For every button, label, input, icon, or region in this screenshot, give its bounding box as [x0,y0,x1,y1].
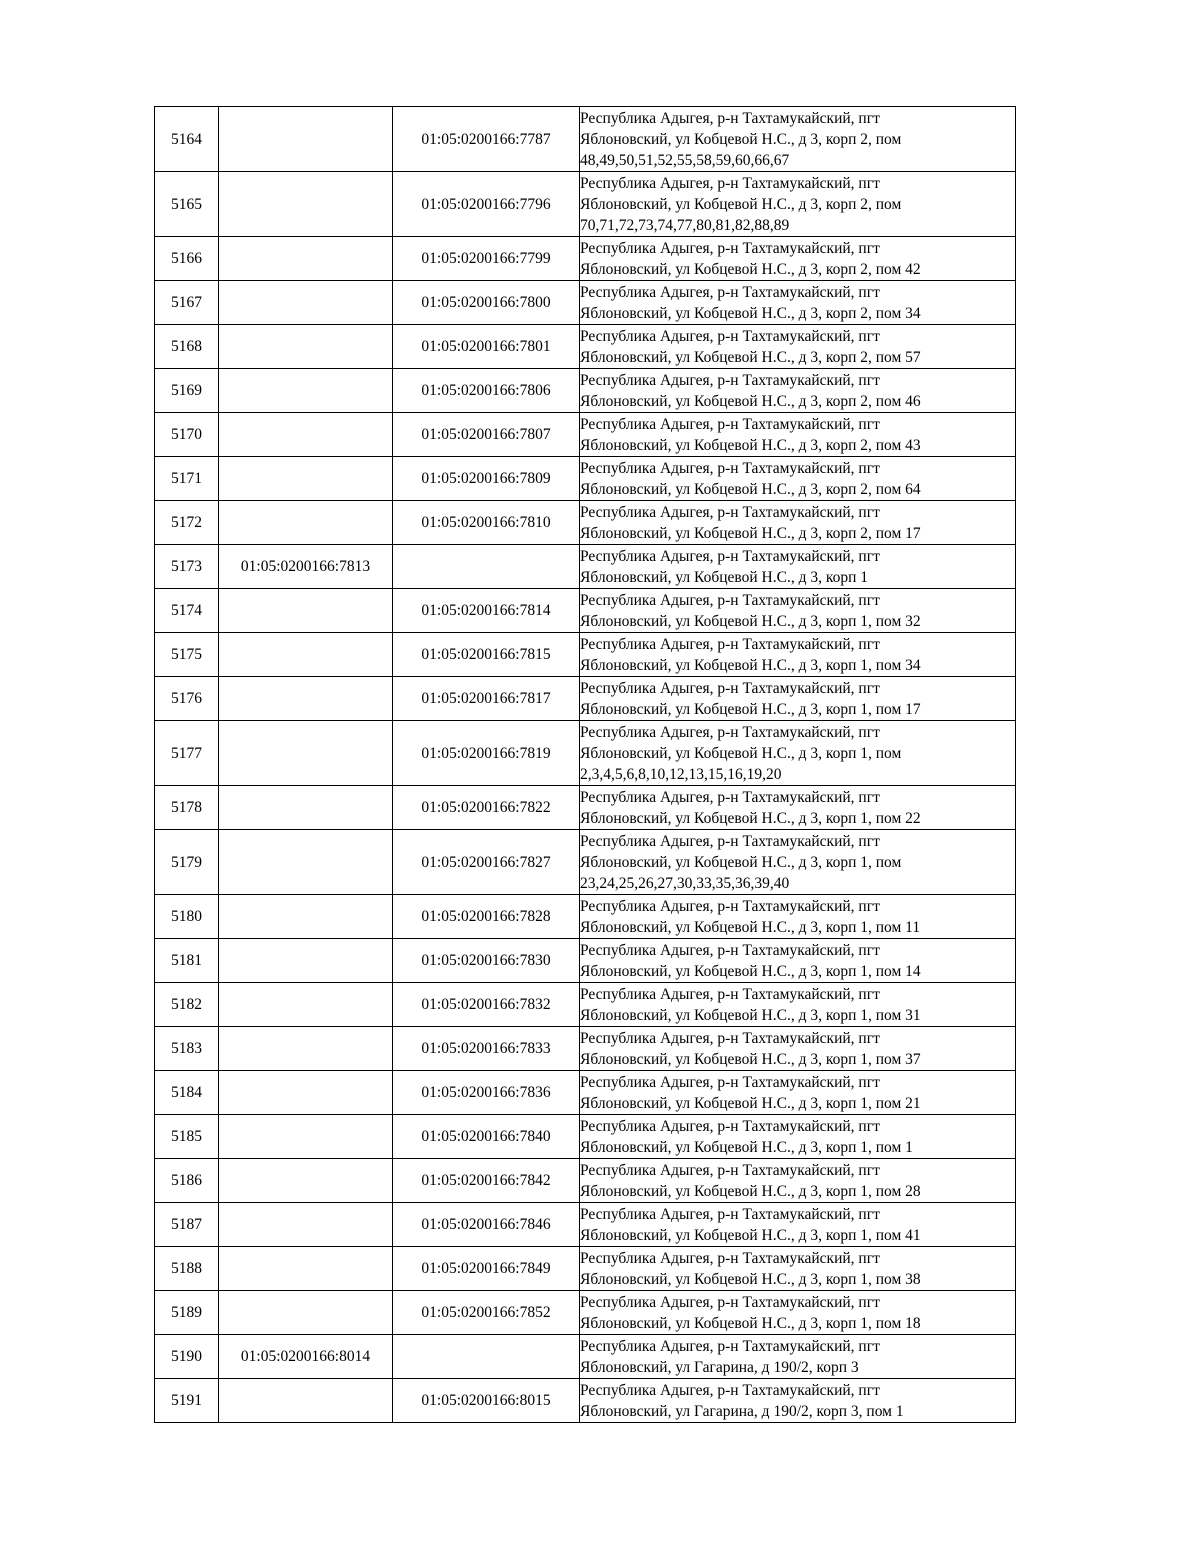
address-line: Яблоновский, ул Кобцевой Н.С., д 3, корп 2, пом [580,130,902,148]
address-cell [580,1203,1016,1247]
room-cadastral-number-cell: 01:05:0200166:7801 [393,325,580,369]
row-number-cell: 5167 [155,281,219,325]
row-number-cell: 5180 [155,895,219,939]
address-line: Республика Адыгея, р-н Тахтамукайский, пгт [580,723,880,741]
row-number-cell: 5174 [155,589,219,633]
registry-table-body [155,107,1016,1423]
row-number-cell: 5168 [155,325,219,369]
address-cell [580,237,1016,281]
parcel-cadastral-number-cell [219,589,393,633]
address-line: Яблоновский, ул Кобцевой Н.С., д 3, корп 2, пом 42 [580,260,921,278]
address-line: Республика Адыгея, р-н Тахтамукайский, пгт [580,1117,880,1135]
address-line: Яблоновский, ул Кобцевой Н.С., д 3, корп 1, пом 32 [580,612,921,630]
row-number-cell: 5183 [155,1027,219,1071]
address-line: Яблоновский, ул Кобцевой Н.С., д 3, корп 1, пом 31 [580,1006,921,1024]
address-cell [580,107,1016,172]
address-line: Яблоновский, ул Кобцевой Н.С., д 3, корп 1, пом 41 [580,1226,921,1244]
parcel-cadastral-number-cell [219,1291,393,1335]
parcel-cadastral-number-cell [219,369,393,413]
room-cadastral-number-cell: 01:05:0200166:7849 [393,1247,580,1291]
address-cell [580,677,1016,721]
address-line: Республика Адыгея, р-н Тахтамукайский, пгт [580,1293,880,1311]
address-line: Республика Адыгея, р-н Тахтамукайский, пгт [580,985,880,1003]
room-cadastral-number-cell: 01:05:0200166:7809 [393,457,580,501]
row-number-cell: 5169 [155,369,219,413]
row-number-cell: 5189 [155,1291,219,1335]
row-number-cell: 5182 [155,983,219,1027]
parcel-cadastral-number-cell [219,413,393,457]
parcel-cadastral-number-cell [219,501,393,545]
address-line: Республика Адыгея, р-н Тахтамукайский, пгт [580,1161,880,1179]
row-number-cell: 5172 [155,501,219,545]
address-line: Яблоновский, ул Кобцевой Н.С., д 3, корп 1, пом 14 [580,962,921,980]
address-cell [580,281,1016,325]
address-line: Республика Адыгея, р-н Тахтамукайский, пгт [580,1029,880,1047]
parcel-cadastral-number-cell [219,633,393,677]
room-cadastral-number-cell: 01:05:0200166:7846 [393,1203,580,1247]
address-line: Республика Адыгея, р-н Тахтамукайский, пгт [580,174,880,192]
room-cadastral-number-cell: 01:05:0200166:7842 [393,1159,580,1203]
room-cadastral-number-cell: 01:05:0200166:7814 [393,589,580,633]
row-number-cell: 5181 [155,939,219,983]
parcel-cadastral-number-cell [219,1379,393,1423]
address-line: Яблоновский, ул Кобцевой Н.С., д 3, корп 2, пом 34 [580,304,921,322]
room-cadastral-number-cell: 01:05:0200166:7810 [393,501,580,545]
parcel-cadastral-number-cell [219,786,393,830]
room-cadastral-number-cell: 01:05:0200166:7822 [393,786,580,830]
row-number-cell: 5190 [155,1335,219,1379]
room-cadastral-number-cell: 01:05:0200166:7806 [393,369,580,413]
table-row [155,325,1016,369]
address-cell [580,325,1016,369]
room-cadastral-number-cell: 01:05:0200166:7840 [393,1115,580,1159]
table-row [155,1335,1016,1379]
address-line: Яблоновский, ул Гагарина, д 190/2, корп 3, пом 1 [580,1402,904,1420]
address-line: Республика Адыгея, р-н Тахтамукайский, пгт [580,1337,880,1355]
address-line: Республика Адыгея, р-н Тахтамукайский, пгт [580,591,880,609]
room-cadastral-number-cell: 01:05:0200166:7836 [393,1071,580,1115]
address-line: Яблоновский, ул Кобцевой Н.С., д 3, корп 2, пом 17 [580,524,921,542]
address-cell [580,545,1016,589]
address-cell [580,633,1016,677]
address-line: Республика Адыгея, р-н Тахтамукайский, пгт [580,1073,880,1091]
address-line: Республика Адыгея, р-н Тахтамукайский, пгт [580,1381,880,1399]
table-row [155,830,1016,895]
address-line: Яблоновский, ул Гагарина, д 190/2, корп 3 [580,1358,859,1376]
table-row [155,413,1016,457]
address-cell [580,1115,1016,1159]
table-row [155,895,1016,939]
room-cadastral-number-cell: 01:05:0200166:7815 [393,633,580,677]
address-cell [580,1335,1016,1379]
address-cell [580,369,1016,413]
address-cell [580,1291,1016,1335]
parcel-cadastral-number-cell: 01:05:0200166:7813 [219,545,393,589]
address-cell [580,786,1016,830]
address-line: Республика Адыгея, р-н Тахтамукайский, пгт [580,1249,880,1267]
address-line: 48,49,50,51,52,55,58,59,60,66,67 [580,151,790,169]
address-line: Яблоновский, ул Кобцевой Н.С., д 3, корп 1, пом 28 [580,1182,921,1200]
address-cell [580,457,1016,501]
room-cadastral-number-cell: 01:05:0200166:7787 [393,107,580,172]
room-cadastral-number-cell: 01:05:0200166:7819 [393,721,580,786]
address-line: Республика Адыгея, р-н Тахтамукайский, пгт [580,1205,880,1223]
row-number-cell: 5184 [155,1071,219,1115]
address-line: Яблоновский, ул Кобцевой Н.С., д 3, корп 1, пом 34 [580,656,921,674]
table-row [155,633,1016,677]
table-row [155,107,1016,172]
property-registry-table [154,106,1016,1423]
row-number-cell: 5165 [155,172,219,237]
row-number-cell: 5176 [155,677,219,721]
table-row [155,939,1016,983]
room-cadastral-number-cell: 01:05:0200166:7827 [393,830,580,895]
address-line: Яблоновский, ул Кобцевой Н.С., д 3, корп 1, пом 21 [580,1094,921,1112]
address-cell [580,983,1016,1027]
parcel-cadastral-number-cell [219,325,393,369]
address-cell [580,1071,1016,1115]
address-cell [580,1027,1016,1071]
address-line: Яблоновский, ул Кобцевой Н.С., д 3, корп 1, пом [580,744,902,762]
address-line: Яблоновский, ул Кобцевой Н.С., д 3, корп 2, пом 57 [580,348,921,366]
address-cell [580,501,1016,545]
parcel-cadastral-number-cell [219,1115,393,1159]
address-cell [580,1247,1016,1291]
table-row [155,172,1016,237]
address-line: Яблоновский, ул Кобцевой Н.С., д 3, корп 2, пом [580,195,902,213]
table-row [155,545,1016,589]
room-cadastral-number-cell: 01:05:0200166:8015 [393,1379,580,1423]
address-line: Яблоновский, ул Кобцевой Н.С., д 3, корп 1, пом 17 [580,700,921,718]
table-row [155,1027,1016,1071]
address-line: 70,71,72,73,74,77,80,81,82,88,89 [580,216,790,234]
parcel-cadastral-number-cell [219,1203,393,1247]
address-line: Яблоновский, ул Кобцевой Н.С., д 3, корп 2, пом 43 [580,436,921,454]
address-line: Яблоновский, ул Кобцевой Н.С., д 3, корп 2, пом 64 [580,480,921,498]
table-row [155,677,1016,721]
table-row [155,1071,1016,1115]
address-cell [580,895,1016,939]
address-line: Республика Адыгея, р-н Тахтамукайский, пгт [580,897,880,915]
address-line: Республика Адыгея, р-н Тахтамукайский, пгт [580,832,880,850]
address-line: Республика Адыгея, р-н Тахтамукайский, пгт [580,109,880,127]
room-cadastral-number-cell: 01:05:0200166:7828 [393,895,580,939]
table-row [155,1115,1016,1159]
row-number-cell: 5185 [155,1115,219,1159]
address-line: Республика Адыгея, р-н Тахтамукайский, пгт [580,283,880,301]
address-cell [580,589,1016,633]
room-cadastral-number-cell: 01:05:0200166:7796 [393,172,580,237]
room-cadastral-number-cell: 01:05:0200166:7799 [393,237,580,281]
table-row [155,501,1016,545]
row-number-cell: 5173 [155,545,219,589]
address-cell [580,172,1016,237]
parcel-cadastral-number-cell [219,1247,393,1291]
table-row [155,1203,1016,1247]
room-cadastral-number-cell: 01:05:0200166:7817 [393,677,580,721]
address-line: Республика Адыгея, р-н Тахтамукайский, пгт [580,327,880,345]
table-row [155,369,1016,413]
address-cell [580,1159,1016,1203]
parcel-cadastral-number-cell [219,1027,393,1071]
address-cell [580,939,1016,983]
row-number-cell: 5171 [155,457,219,501]
row-number-cell: 5166 [155,237,219,281]
address-line: Республика Адыгея, р-н Тахтамукайский, пгт [580,371,880,389]
table-row [155,237,1016,281]
address-line: Республика Адыгея, р-н Тахтамукайский, пгт [580,239,880,257]
address-line: 23,24,25,26,27,30,33,35,36,39,40 [580,874,790,892]
room-cadastral-number-cell: 01:05:0200166:7832 [393,983,580,1027]
table-row [155,1291,1016,1335]
row-number-cell: 5175 [155,633,219,677]
address-line: Республика Адыгея, р-н Тахтамукайский, пгт [580,679,880,697]
row-number-cell: 5187 [155,1203,219,1247]
table-row [155,281,1016,325]
room-cadastral-number-cell [393,1335,580,1379]
room-cadastral-number-cell: 01:05:0200166:7800 [393,281,580,325]
address-line: Яблоновский, ул Кобцевой Н.С., д 3, корп 1, пом 37 [580,1050,921,1068]
address-line: Республика Адыгея, р-н Тахтамукайский, пгт [580,503,880,521]
row-number-cell: 5170 [155,413,219,457]
table-row [155,1159,1016,1203]
row-number-cell: 5191 [155,1379,219,1423]
parcel-cadastral-number-cell [219,1159,393,1203]
table-row [155,1379,1016,1423]
address-line: Яблоновский, ул Кобцевой Н.С., д 3, корп 1, пом 18 [580,1314,921,1332]
table-row [155,786,1016,830]
address-line: Республика Адыгея, р-н Тахтамукайский, пгт [580,547,880,565]
address-line: Яблоновский, ул Кобцевой Н.С., д 3, корп 1, пом 38 [580,1270,921,1288]
table-row [155,1247,1016,1291]
parcel-cadastral-number-cell [219,939,393,983]
room-cadastral-number-cell [393,545,580,589]
address-line: Яблоновский, ул Кобцевой Н.С., д 3, корп 1 [580,568,868,586]
row-number-cell: 5179 [155,830,219,895]
address-line: 2,3,4,5,6,8,10,12,13,15,16,19,20 [580,765,782,783]
address-line: Республика Адыгея, р-н Тахтамукайский, пгт [580,941,880,959]
room-cadastral-number-cell: 01:05:0200166:7833 [393,1027,580,1071]
address-cell [580,721,1016,786]
parcel-cadastral-number-cell [219,281,393,325]
parcel-cadastral-number-cell [219,895,393,939]
parcel-cadastral-number-cell [219,237,393,281]
parcel-cadastral-number-cell [219,172,393,237]
parcel-cadastral-number-cell [219,1071,393,1115]
address-line: Яблоновский, ул Кобцевой Н.С., д 3, корп 1, пом 11 [580,918,921,936]
parcel-cadastral-number-cell [219,677,393,721]
row-number-cell: 5177 [155,721,219,786]
address-cell [580,1379,1016,1423]
row-number-cell: 5188 [155,1247,219,1291]
parcel-cadastral-number-cell: 01:05:0200166:8014 [219,1335,393,1379]
address-cell [580,830,1016,895]
table-row [155,457,1016,501]
address-line: Яблоновский, ул Кобцевой Н.С., д 3, корп 2, пом 46 [580,392,921,410]
address-line: Яблоновский, ул Кобцевой Н.С., д 3, корп 1, пом [580,853,902,871]
address-line: Республика Адыгея, р-н Тахтамукайский, пгт [580,635,880,653]
room-cadastral-number-cell: 01:05:0200166:7830 [393,939,580,983]
address-cell [580,413,1016,457]
address-line: Яблоновский, ул Кобцевой Н.С., д 3, корп 1, пом 1 [580,1138,913,1156]
parcel-cadastral-number-cell [219,721,393,786]
address-line: Яблоновский, ул Кобцевой Н.С., д 3, корп 1, пом 22 [580,809,921,827]
address-line: Республика Адыгея, р-н Тахтамукайский, пгт [580,788,880,806]
table-row [155,721,1016,786]
parcel-cadastral-number-cell [219,457,393,501]
parcel-cadastral-number-cell [219,107,393,172]
row-number-cell: 5178 [155,786,219,830]
row-number-cell: 5164 [155,107,219,172]
address-line: Республика Адыгея, р-н Тахтамукайский, пгт [580,459,880,477]
room-cadastral-number-cell: 01:05:0200166:7852 [393,1291,580,1335]
parcel-cadastral-number-cell [219,830,393,895]
table-row [155,589,1016,633]
parcel-cadastral-number-cell [219,983,393,1027]
row-number-cell: 5186 [155,1159,219,1203]
room-cadastral-number-cell: 01:05:0200166:7807 [393,413,580,457]
table-row [155,983,1016,1027]
address-line: Республика Адыгея, р-н Тахтамукайский, пгт [580,415,880,433]
